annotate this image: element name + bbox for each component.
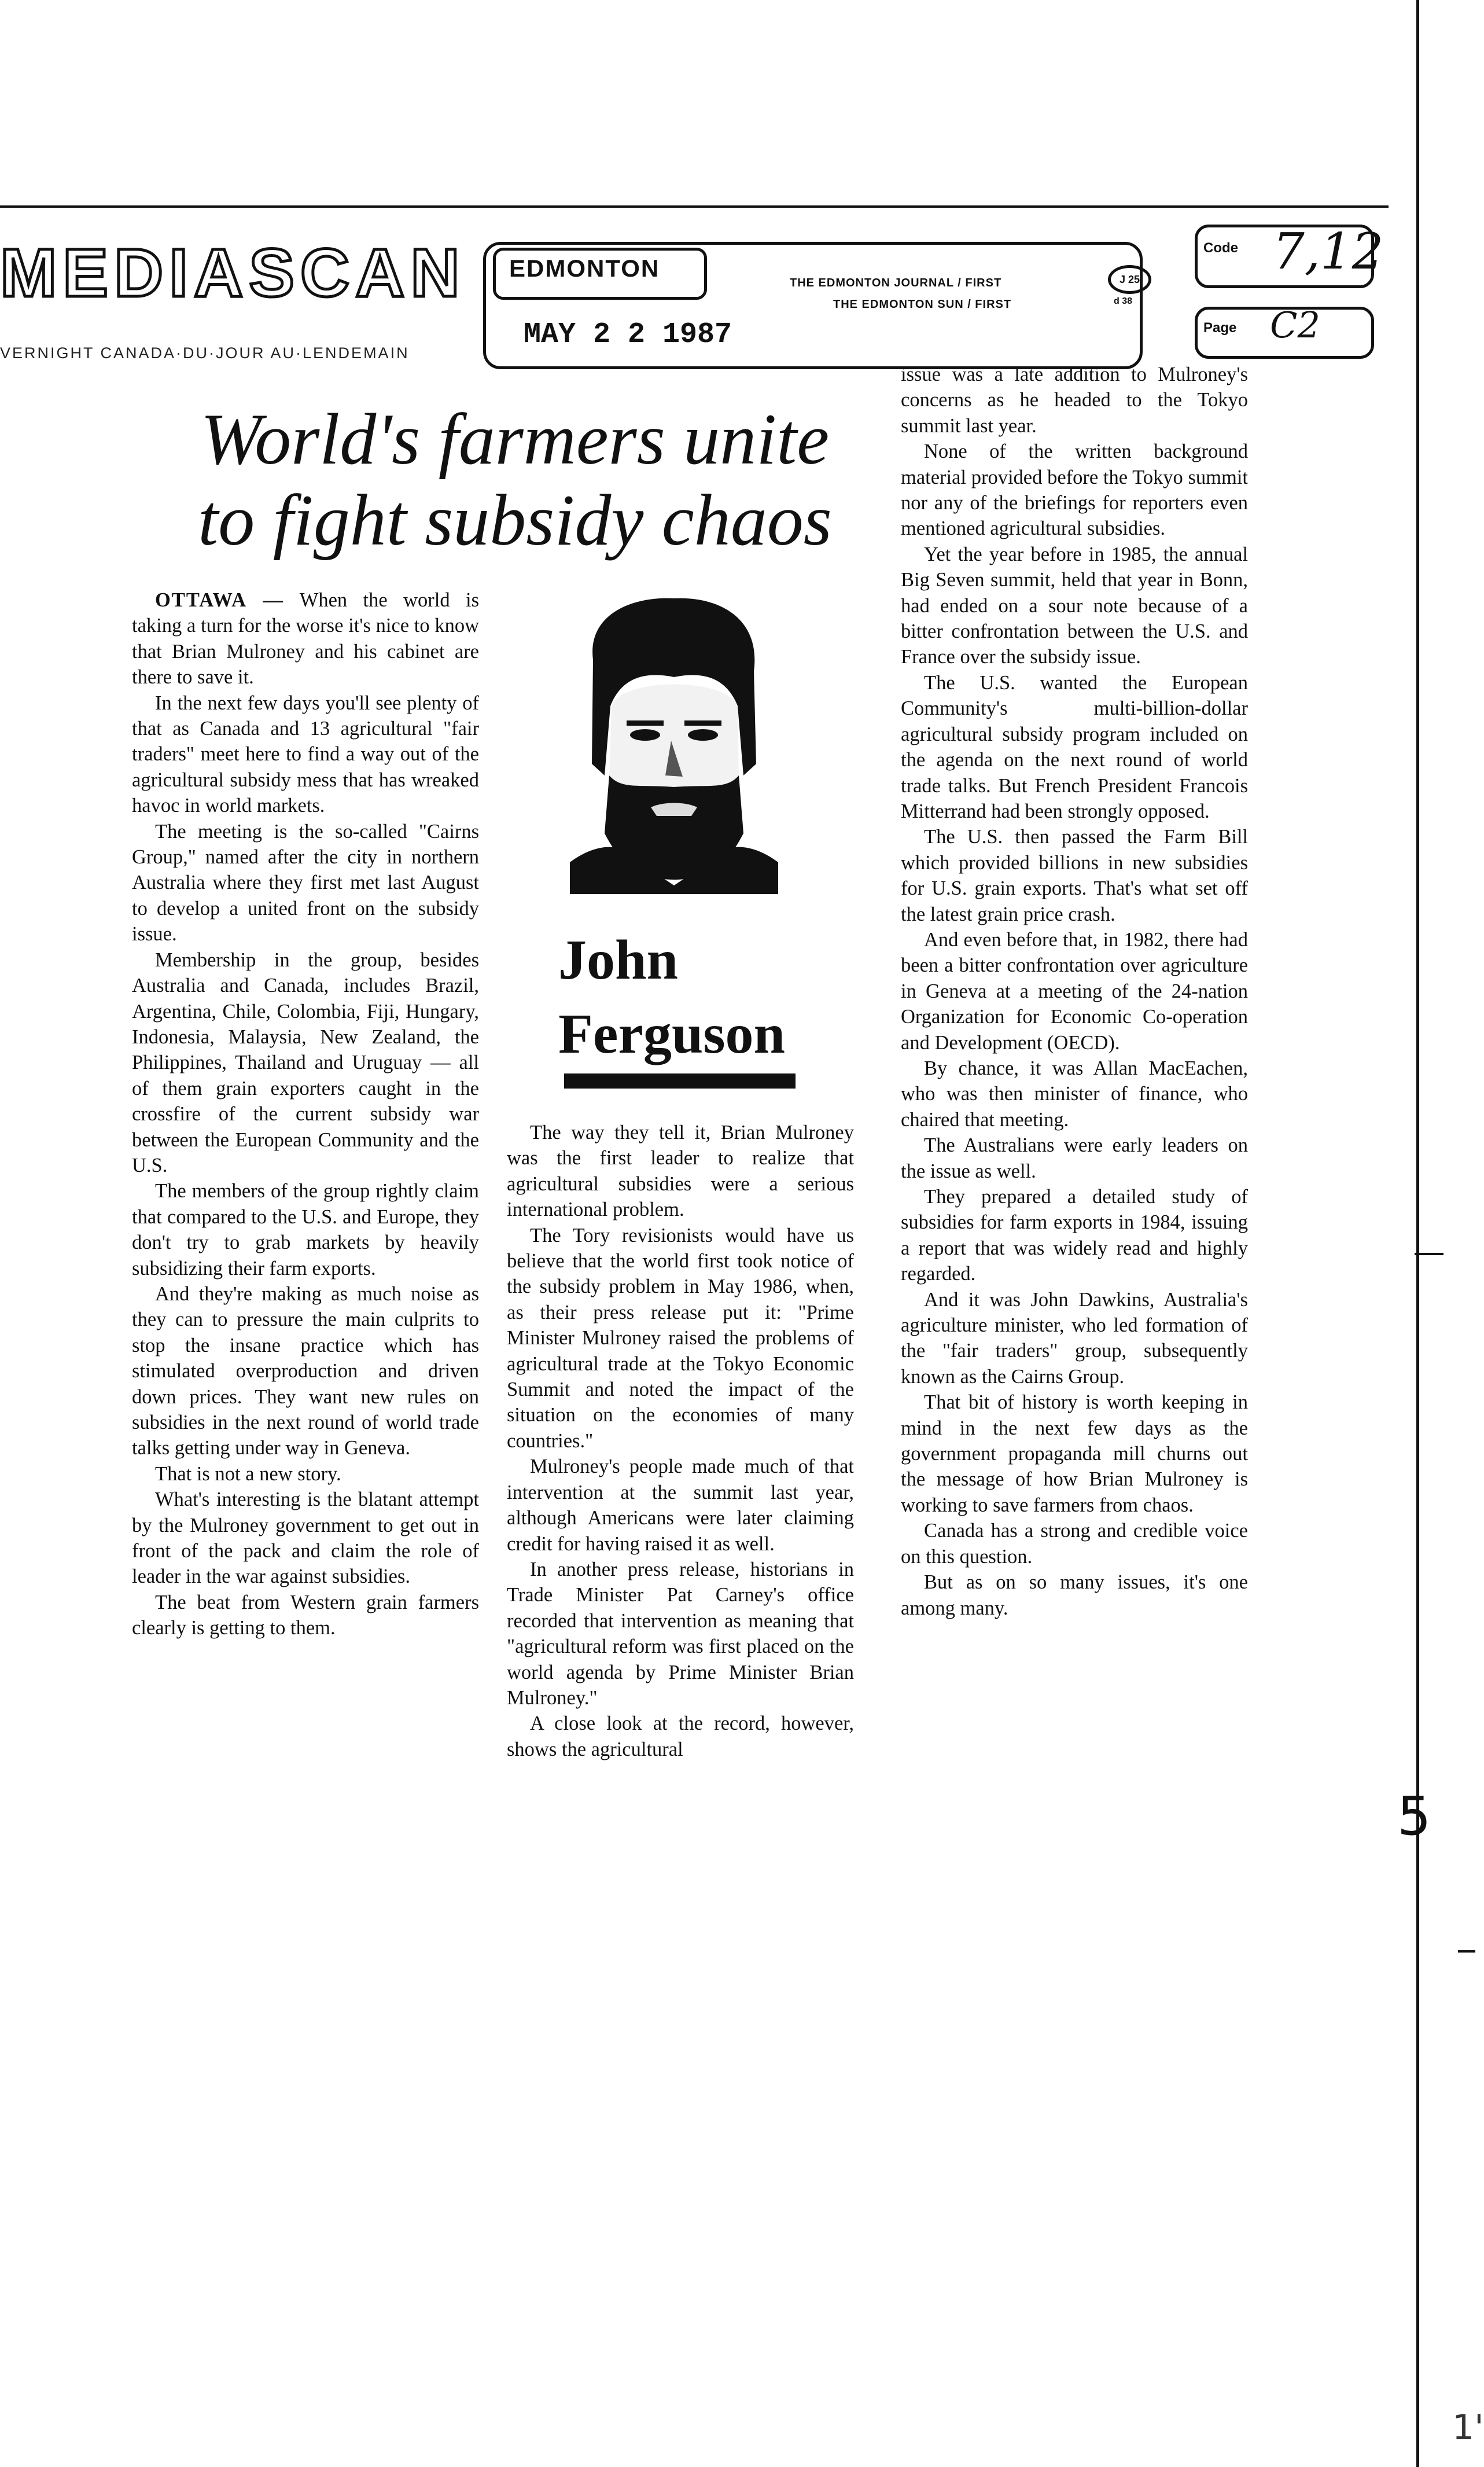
byline: [558, 923, 801, 1071]
mediascan-logo: MEDIASCAN: [0, 235, 466, 311]
edition-small-code: d 38: [1114, 296, 1133, 306]
paragraph: The U.S. wanted the European Community's multi-billion-dollar agricultural subsidy program included on the agenda on the next round of world trade talks. But French President Francois Mitterrand had been strongly opposed.: [901, 671, 1248, 822]
paragraph: That is not a new story.: [155, 1462, 341, 1485]
paragraph: That bit of history is worth keeping in mind in the next few days as the government propaganda mill churns out the message of how Brian Mulroney is working to save farmers from chaos.: [901, 1391, 1248, 1516]
paragraph: And they're making as much noise as they can to pressure the main culprits to stop the insane practice which has stimulated overproduction and driven down prices. They want new rules on subsidies in the next round of world trade talks getting under way in Geneva.: [132, 1282, 479, 1459]
right-scan-edge: [1416, 0, 1419, 2467]
paragraph: Mulroney's people made much of that intervention at the summit last year, although Americans were later claiming credit for having raised it as well.: [507, 1455, 854, 1555]
paragraph: Canada has a strong and credible voice on this question.: [901, 1520, 1248, 1568]
publication-journal: THE EDMONTON JOURNAL / FIRST: [790, 277, 1002, 289]
article-column-2: [507, 1120, 854, 1762]
page-label: Page: [1203, 320, 1237, 336]
paragraph: None of the written background material provided before the Tokyo summit nor any of the briefings for reporters even mentioned agricultural subsidies.: [901, 440, 1248, 540]
edition-oval-badge: J 25: [1108, 265, 1151, 294]
handwritten-margin-number: 5: [1397, 1785, 1431, 1847]
paragraph: The meeting is the so-called "Cairns Group," named after the city in northern Australia where they first met last August to develop a united front on the subsidy issue.: [132, 820, 479, 946]
paragraph: And it was John Dawkins, Australia's agriculture minister, who led formation of the "fair traders" group, subsequently known as the Cairns Group.: [901, 1288, 1248, 1388]
paragraph: When the world is taking a turn for the worse it's nice to know that Brian Mulroney and his cabinet are there to save it.: [132, 589, 479, 689]
publication-sun: THE EDMONTON SUN / FIRST: [833, 298, 1012, 311]
byline-first-name: John: [558, 929, 679, 991]
paragraph: The U.S. then passed the Farm Bill which provided billions in new subsidies for U.S. grain exports. That's what set off the latest grain price crash.: [901, 826, 1248, 925]
paragraph: The Tory revisionists would have us believe that the world first took notice of the subsidy problem in May 1986, when, as their press release put it: "Prime Minister Mulroney raised the problems of agricultural trade at the Tokyo Economic Summit and noted the impact of the situation on the economies of many countries.": [507, 1224, 854, 1452]
article-column-3: [901, 362, 1248, 1621]
code-handwritten-value: 7,12: [1273, 223, 1384, 281]
margin-dash: [1415, 1253, 1444, 1255]
paragraph-continued: issue was a late addition to Mulroney's concerns as he headed to the Tokyo summit last year.: [901, 363, 1248, 437]
headline-line-2: to fight subsidy chaos: [198, 480, 832, 561]
byline-underline-bar: [564, 1073, 796, 1089]
paragraph: In another press release, historians in Trade Minister Pat Carney's office recorded that intervention as meaning that "agricultural reform was first placed on the world agenda by Prime Minister Brian Mulroney.": [507, 1558, 854, 1709]
top-scan-edge: [0, 205, 1389, 208]
paragraph: Yet the year before in 1985, the annual Big Seven summit, held that year in Bonn, had ended on a sour note because of a bitter confrontation between the U.S. and France over the subsidy issue.: [901, 543, 1248, 668]
paragraph: By chance, it was Allan MacEachen, who was then minister of finance, who chaired that meeting.: [901, 1057, 1248, 1131]
paragraph: The members of the group rightly claim that compared to the U.S. and Europe, they don't try to grab markets by heavily subsidizing their farm exports.: [132, 1180, 479, 1280]
paragraph: The Australians were early leaders on the issue as well.: [901, 1134, 1248, 1182]
dateline: OTTAWA —: [155, 589, 284, 611]
margin-dash: [1458, 1950, 1475, 1953]
city-label: EDMONTON: [509, 255, 660, 282]
paragraph: But as on so many issues, it's one among many.: [901, 1571, 1248, 1619]
paragraph: Membership in the group, besides Australia and Canada, includes Brazil, Argentina, Chile, Colombia, Fiji, Hungary, Indonesia, Malaysia, New Zealand, the Philippines, Thailand and Uruguay — all of them grain exporters caught in the crossfire of the current subsidy war between the European Community and the U.S.: [132, 948, 479, 1176]
paragraph: A close look at the record, however, shows the agricultural: [507, 1712, 854, 1760]
date-stamp: MAY 2 2 1987: [524, 318, 732, 351]
page-handwritten-value: C2: [1270, 304, 1320, 346]
corner-mark: 1': [1452, 2407, 1484, 2448]
article-column-1: [132, 587, 479, 1641]
paragraph: And even before that, in 1982, there had been a bitter confrontation over agriculture in Geneva at a meeting of the 24-nation Organization for Economic Co-operation and Development (OECD).: [901, 928, 1248, 1054]
paragraph: The way they tell it, Brian Mulroney was the first leader to realize that agricultural subsidies were a serious international problem.: [507, 1122, 854, 1221]
paragraph: In the next few days you'll see plenty of that as Canada and 13 agricultural "fair traders" meet here to find a way out of the agricultural subsidy mess that has wreaked havoc in world markets.: [132, 692, 479, 817]
code-label: Code: [1203, 240, 1238, 256]
paragraph: The beat from Western grain farmers clearly is getting to them.: [132, 1591, 479, 1639]
headline-line-1: World's farmers unite: [200, 399, 830, 480]
byline-last-name: Ferguson: [558, 1003, 785, 1065]
paragraph: They prepared a detailed study of subsidies for farm exports in 1984, issuing a report that was widely read and highly regarded.: [901, 1186, 1248, 1285]
paragraph: What's interesting is the blatant attempt by the Mulroney government to get out in front of the pack and claim the role of leader in the war against subsidies.: [132, 1488, 479, 1588]
masthead-tagline: VERNIGHT CANADA·DU·JOUR AU·LENDEMAIN: [0, 344, 410, 362]
headline: [150, 399, 879, 561]
columnist-photo: [570, 590, 778, 894]
